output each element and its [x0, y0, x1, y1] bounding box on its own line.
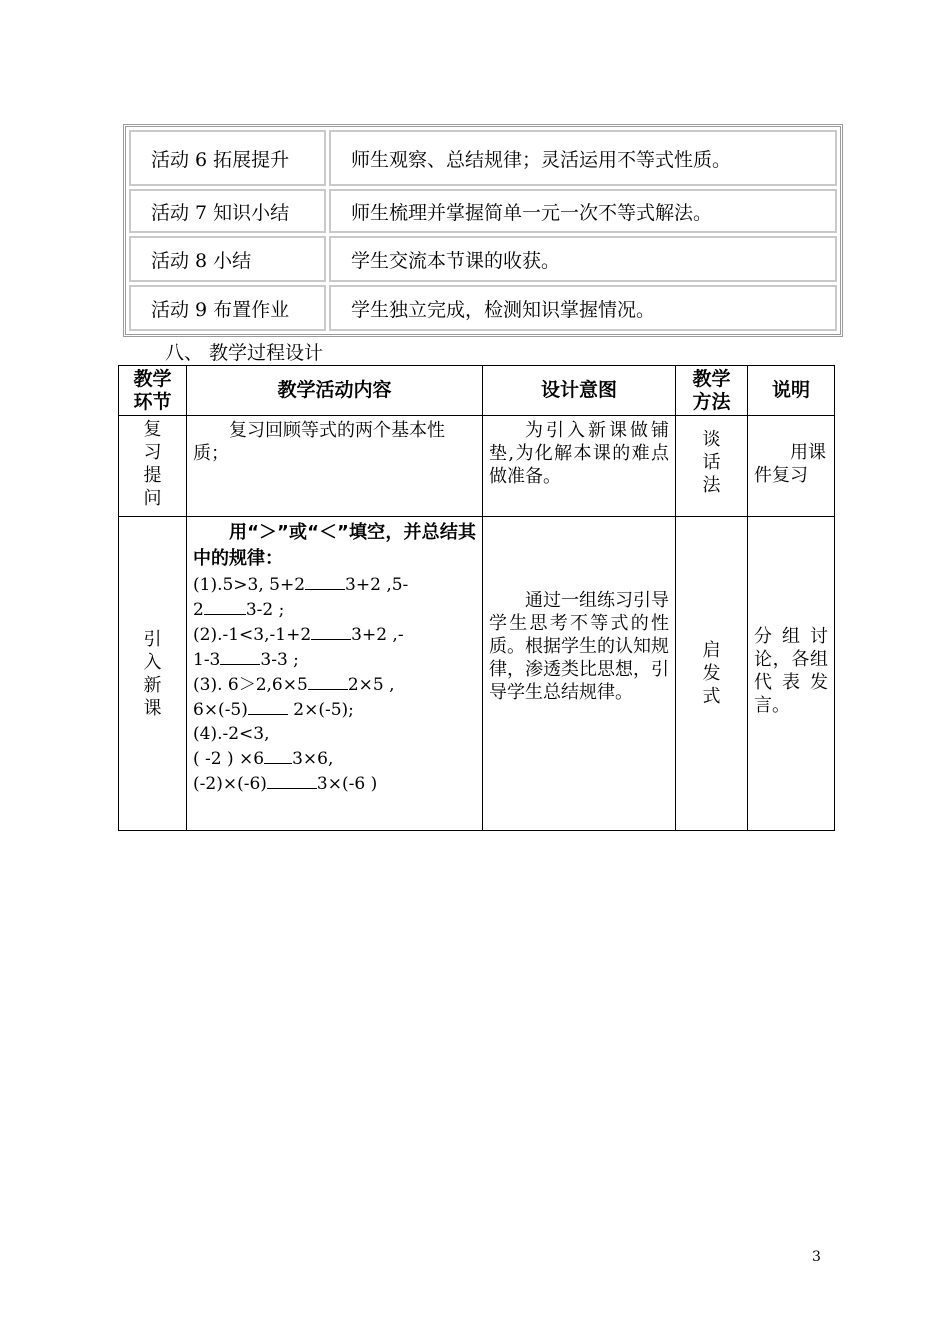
table-row — [119, 517, 835, 831]
stage-char: 课 — [143, 697, 162, 719]
header-stage — [119, 366, 187, 416]
content-cell: 复习回顾等式的两个基本性质； — [187, 416, 483, 517]
stage-char: 入 — [143, 651, 162, 673]
exercise-text: (4).-2<3, — [193, 724, 270, 744]
answer-blank[interactable] — [220, 647, 260, 665]
exercise-text: (2).-1<3,-1+2 — [193, 625, 312, 645]
activity-row — [129, 236, 837, 282]
process-table — [118, 365, 835, 831]
header-stage-line2: 环节 — [133, 390, 172, 413]
exercise-line — [193, 746, 476, 771]
note-cell: 分组讨论，各组代表发言。 — [748, 517, 835, 831]
stage-char: 习 — [143, 442, 162, 463]
header-stage-line1: 教学 — [133, 367, 172, 390]
exercise-line — [193, 597, 476, 622]
activity-name: 活动 7 知识小结 — [129, 189, 326, 233]
activity-row — [129, 189, 837, 233]
page-number: 3 — [812, 1249, 821, 1265]
exercise-text: 6×(-5) — [193, 700, 248, 720]
answer-blank[interactable] — [305, 572, 345, 590]
header-note: 说明 — [748, 366, 835, 416]
answer-blank[interactable] — [311, 622, 351, 640]
exercise-line — [193, 672, 476, 697]
header-method — [676, 366, 748, 416]
header-method-line1: 教学 — [692, 367, 731, 390]
intent-cell: 通过一组练习引导学生思考不等式的性质。根据学生的认知规律，渗透类比思想，引导学生总结规律。 — [483, 517, 676, 831]
method-char: 法 — [702, 475, 721, 496]
exercise-line — [193, 647, 476, 672]
exercise-text: 2 — [193, 600, 204, 620]
exercise-line — [193, 697, 476, 722]
header-intent: 设计意图 — [483, 366, 676, 416]
activity-desc: 师生观察、总结规律；灵活运用不等式性质。 — [329, 130, 837, 186]
exercise-line — [193, 572, 476, 597]
activity-desc: 师生梳理并掌握简单一元一次不等式解法。 — [329, 189, 837, 233]
header-method-line2: 方法 — [692, 390, 731, 413]
method-char: 式 — [702, 686, 721, 707]
exercise-text: 2×5 , — [347, 675, 395, 695]
answer-blank[interactable] — [308, 672, 348, 690]
process-header-row — [119, 366, 835, 416]
activity-row — [129, 130, 837, 186]
stage-char: 新 — [143, 674, 162, 696]
stage-char: 提 — [143, 465, 162, 486]
exercise-text: 1-3 — [193, 650, 221, 670]
exercise-line — [193, 771, 476, 796]
method-char: 启 — [702, 640, 721, 661]
stage-char: 问 — [143, 488, 162, 509]
method-char: 话 — [702, 452, 721, 473]
intent-cell: 为引入新课做铺垫,为化解本课的难点做准备。 — [483, 416, 676, 517]
method-cell — [676, 517, 748, 831]
activities-table — [123, 124, 843, 337]
table-row — [119, 416, 835, 517]
exercise-text: (1).5>3, 5+2 — [193, 575, 306, 595]
exercise-text: ( -2 ) ×6 — [193, 749, 265, 769]
stage-char: 引 — [143, 628, 162, 650]
activity-row — [129, 285, 837, 331]
section-heading: 八、 教学过程设计 — [165, 342, 324, 364]
content-cell — [187, 517, 483, 831]
answer-blank[interactable] — [267, 771, 317, 789]
exercise-text: 3×6, — [292, 749, 334, 769]
method-char: 谈 — [702, 429, 721, 450]
stage-char: 复 — [143, 419, 162, 440]
stage-cell — [119, 416, 187, 517]
activity-name: 活动 8 小结 — [129, 236, 326, 282]
exercise-text: 3+2 ,5- — [345, 575, 409, 595]
exercise-text: (3). 6＞2,6×5 — [193, 675, 308, 695]
exercise-title: 用“＞”或“＜”填空，并总结其中的规律： — [193, 522, 476, 569]
exercise-text: 3×(-6 ) — [316, 774, 378, 794]
header-content: 教学活动内容 — [187, 366, 483, 416]
exercise-text: 3-3 ; — [260, 650, 299, 670]
activity-desc: 学生交流本节课的收获。 — [329, 236, 837, 282]
exercise-text: (-2)×(-6) — [193, 774, 267, 794]
exercise-text: 3-2 ; — [245, 600, 285, 620]
activity-name: 活动 9 布置作业 — [129, 285, 326, 331]
method-char: 发 — [702, 663, 721, 684]
note-cell: 用课件复习 — [748, 416, 835, 517]
exercise-text: 2×(-5); — [287, 700, 354, 720]
activity-desc: 学生独立完成，检测知识掌握情况。 — [329, 285, 837, 331]
answer-blank[interactable] — [248, 697, 288, 715]
method-cell — [676, 416, 748, 517]
exercise-line — [193, 622, 476, 647]
answer-blank[interactable] — [204, 597, 246, 615]
exercise-line — [193, 722, 476, 746]
answer-blank[interactable] — [264, 746, 292, 764]
activity-name: 活动 6 拓展提升 — [129, 130, 326, 186]
exercise-text: 3+2 ,- — [351, 625, 404, 645]
stage-cell — [119, 517, 187, 831]
